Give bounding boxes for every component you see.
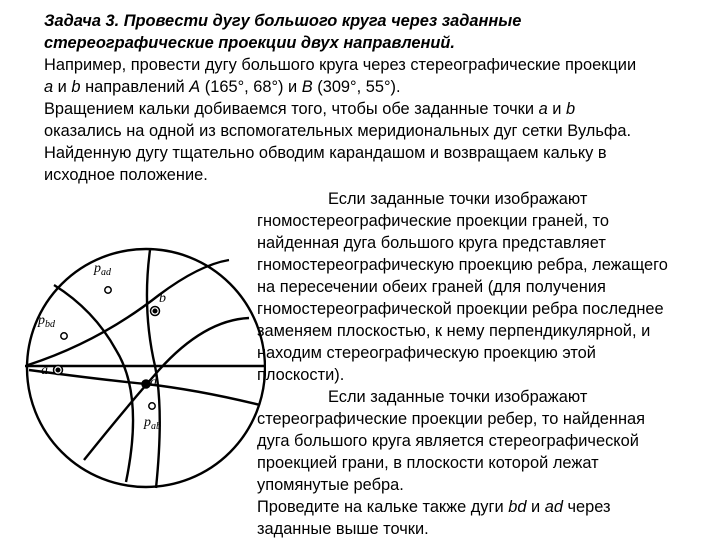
task-title-line-2: стереографические проекции двух направлений. [44, 34, 455, 52]
para4-line-1 [257, 496, 611, 518]
great-circle-arc-2 [28, 260, 229, 365]
label-p: p [38, 313, 45, 328]
great-circle-arc-1 [54, 285, 133, 482]
task-title-line-1 [44, 10, 521, 32]
direction-A-ref: A [189, 78, 201, 96]
para3-line-3: дуга большого круга является стереографической [257, 432, 639, 450]
arc-ad-ref: ad [544, 498, 563, 516]
para1-line-2 [44, 76, 401, 98]
para1-line-6: исходное положение. [44, 166, 208, 184]
label-sub: bd [45, 319, 55, 330]
para2-line-6: гномостереографической проекции ребра последнее [257, 300, 664, 318]
task-title-text: Провести дугу большого круга через заданные [123, 12, 522, 30]
para2-line-5: на пересечении обеих граней (для получения [257, 278, 606, 296]
text-fragment: направлений [80, 78, 190, 96]
label-p: p [94, 261, 101, 276]
para2-line-7: заменяем плоскостью, к нему перпендикулярной, и [257, 322, 651, 340]
para1-line-5: Найденную дугу тщательно обводим карандашом и возвращаем кальку в [44, 144, 607, 162]
task-number: Задача 3. [44, 12, 120, 30]
label-p-ab [143, 415, 161, 432]
pole-ad-marker [105, 287, 111, 293]
arc-bd-ref: bd [508, 498, 527, 516]
point-a-ref: a [538, 100, 548, 118]
label-p-ad [93, 261, 112, 278]
point-b-ref: b [71, 78, 81, 96]
para4-line-2: заданные выше точки. [257, 520, 429, 538]
vertical-meridian-arc [147, 250, 160, 488]
point-b-center [153, 309, 157, 313]
label-b: b [159, 291, 166, 306]
para2-line-9: плоскости). [257, 366, 345, 384]
label-d: d [150, 375, 157, 390]
para1-line-3 [44, 98, 575, 120]
label-sub: ad [101, 267, 111, 278]
para3-line-4: проекцией грани, в плоскости которой лежат [257, 454, 599, 472]
direction-B-ref: B [301, 78, 313, 96]
point-a-ref: a [44, 78, 54, 96]
label-sub: ab [151, 421, 161, 432]
direction-A-coords: (165°, 68°) и [200, 78, 302, 96]
para2-line-4: гномостереографическую проекцию ребра, лежащего [257, 256, 668, 274]
text-fragment: Вращением кальки добиваемся того, чтобы обе заданные точки [44, 100, 535, 118]
text-fragment: и [547, 100, 566, 118]
label-p: p [144, 415, 151, 430]
para2-line-1: Если заданные точки изображают [328, 190, 588, 208]
text-fragment: через [562, 498, 611, 516]
pole-bd-marker [61, 333, 67, 339]
para3-line-2: стереографические проекции ребер, то найденная [257, 410, 646, 428]
label-a: a [41, 363, 48, 378]
point-a-center [56, 368, 60, 372]
direction-B-coords: (309°, 55°). [312, 78, 401, 96]
label-p-bd [37, 313, 56, 330]
para3-line-5: упомянутые ребра. [257, 476, 404, 494]
para2-line-2: гномостереографические проекции граней, то [257, 212, 609, 230]
text-fragment: и [526, 498, 545, 516]
para1-line-1: Например, провести дугу большого круга через стереографические проекции [44, 56, 637, 74]
text-fragment: Проведите на кальке также дуги [257, 498, 509, 516]
para3-line-1: Если заданные точки изображают [328, 388, 588, 406]
para1-line-4: оказались на одной из вспомогательных меридиональных дуг сетки Вульфа. [44, 122, 632, 140]
point-d-marker [142, 380, 150, 388]
point-b-ref: b [565, 100, 576, 118]
text-fragment: и [53, 78, 72, 96]
pole-ab-marker [149, 403, 155, 409]
para2-line-3: найденная дуга большого круга представляет [257, 234, 606, 252]
para2-line-8: находим стереографическую проекцию этой [257, 344, 596, 362]
stereographic-diagram [24, 220, 266, 520]
